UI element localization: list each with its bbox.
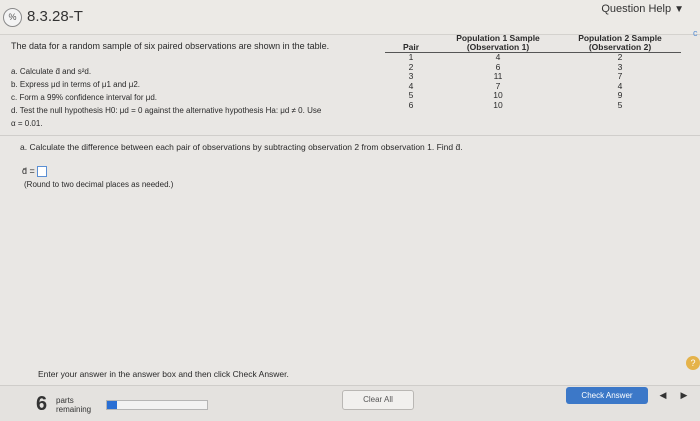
cell: 10 xyxy=(493,90,503,100)
cell: 6 xyxy=(495,61,501,72)
check-answer-button[interactable]: Check Answer xyxy=(566,387,648,404)
answer-row xyxy=(22,166,47,177)
rounding-note: (Round to two decimal places as needed.) xyxy=(24,180,174,189)
question-item: a. Calculate d̄ and s²d. xyxy=(11,67,92,76)
cell: 1 xyxy=(408,52,414,62)
section-divider xyxy=(0,135,700,136)
cell: 2 xyxy=(617,52,623,62)
table-header-pair: Pair xyxy=(385,34,437,53)
table-header-pop1: Population 1 Sample (Observation 1) xyxy=(437,34,559,53)
edge-link-icon: c xyxy=(693,28,698,38)
cell: 10 xyxy=(493,99,503,110)
cell: 7 xyxy=(495,80,501,91)
table-row xyxy=(385,53,681,63)
question-item: α = 0.01. xyxy=(11,119,43,128)
table-row xyxy=(385,91,681,101)
question-help-button[interactable] xyxy=(601,3,684,15)
cell: 4 xyxy=(408,80,414,91)
cell: 9 xyxy=(617,90,623,100)
question-help-label: Question Help xyxy=(601,3,672,15)
answer-input[interactable] xyxy=(37,166,47,177)
cell: 4 xyxy=(617,80,623,91)
progress-badge-icon: % xyxy=(3,8,22,27)
cell: 7 xyxy=(617,71,623,81)
cell: 3 xyxy=(408,71,414,81)
table-row xyxy=(385,101,681,111)
table-row xyxy=(385,72,681,82)
table-row xyxy=(385,82,681,92)
part-a-prompt: a. Calculate the difference between each pair of observations by subtracting observation 2 from observation 1. Find d̄. xyxy=(20,142,463,152)
question-intro: The data for a random sample of six paired observations are shown in the table. xyxy=(11,41,330,51)
clear-all-button[interactable]: Clear All xyxy=(342,390,414,410)
question-title: 8.3.28-T xyxy=(27,8,83,25)
answer-label: d̄ = xyxy=(22,166,35,176)
parts-progress-bar xyxy=(106,400,208,410)
cell: 5 xyxy=(617,99,623,110)
question-item: c. Form a 99% confidence interval for μd. xyxy=(11,93,158,102)
data-table xyxy=(385,34,681,110)
footer-instruction: Enter your answer in the answer box and then click Check Answer. xyxy=(38,369,289,379)
cell: 2 xyxy=(408,61,414,72)
table-header-pop2: Population 2 Sample (Observation 2) xyxy=(559,34,681,53)
caret-down-icon: ▼ xyxy=(674,4,684,15)
progress-fill xyxy=(107,401,117,409)
question-items xyxy=(11,65,321,130)
parts-label-line: parts xyxy=(56,396,74,405)
next-arrow-icon[interactable]: ▶ xyxy=(680,390,688,400)
cell: 5 xyxy=(408,90,414,100)
prev-arrow-icon[interactable]: ◀ xyxy=(659,390,667,400)
cell: 6 xyxy=(408,99,414,110)
question-item: d. Test the null hypothesis H0: μd = 0 against the alternative hypothesis Ha: μd ≠ 0. Use xyxy=(11,106,322,115)
help-icon[interactable]: ? xyxy=(686,356,700,370)
table-row xyxy=(385,63,681,73)
top-bar xyxy=(0,0,700,35)
parts-label-line: remaining xyxy=(56,405,92,414)
cell: 4 xyxy=(495,52,501,62)
cell: 11 xyxy=(493,71,503,81)
parts-remaining-count: 6 xyxy=(36,393,48,415)
parts-remaining-label xyxy=(56,396,91,414)
question-item: b. Express μd in terms of μ1 and μ2. xyxy=(11,80,140,89)
cell: 3 xyxy=(617,61,623,72)
